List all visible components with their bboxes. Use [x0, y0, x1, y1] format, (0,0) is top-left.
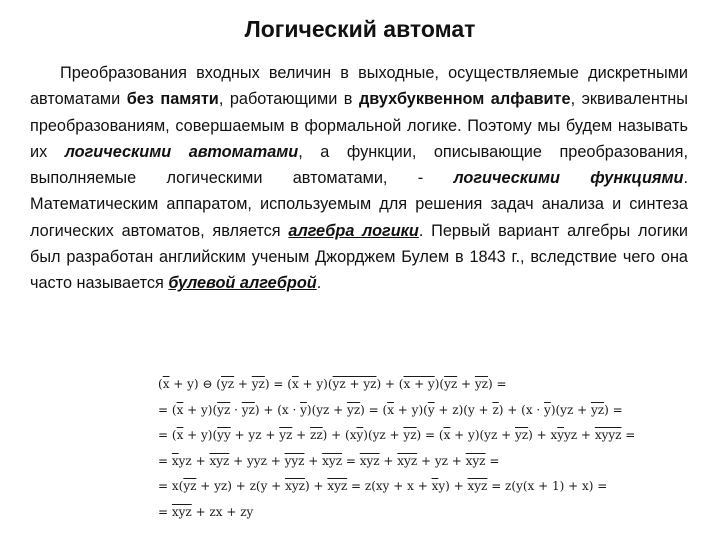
- math-term: =: [158, 504, 172, 519]
- math-term: + yyz +: [229, 453, 285, 468]
- negated-term: $\overline{yz}$: [590, 402, 605, 417]
- para-bold-italic-term: логическими функциями: [453, 169, 684, 188]
- negated-term: $\overline{xyz}$: [465, 453, 486, 468]
- math-line: [158, 449, 618, 475]
- math-term: ) = (: [416, 428, 444, 442]
- math-term: + z)(y +: [434, 402, 493, 417]
- negated-term: $\overline{yz}$: [444, 377, 458, 391]
- para-text: Преобразования входных величин в выходные, осуществляемые дискретными автоматами: [30, 64, 688, 109]
- math-term: ) + x: [528, 428, 558, 442]
- negated-term: $\overline{xyz}$: [359, 453, 380, 468]
- math-term: +: [234, 377, 252, 391]
- negated-term: $\overline{yz}$: [217, 402, 231, 417]
- para-text: , работающими в: [218, 90, 359, 109]
- math-term: + y)(: [183, 402, 218, 417]
- math-term: ·: [230, 402, 242, 417]
- negated-term: $\overline{x}$: [162, 377, 170, 391]
- math-term: = z(y(x + 1) + x) =: [487, 479, 608, 493]
- negated-term: $\overline{yz}$: [241, 402, 255, 417]
- negated-term: $\overline{xyz}$: [467, 479, 488, 493]
- page-title: Логический автомат: [244, 16, 476, 42]
- negated-term: $\overline{yz}$: [474, 377, 488, 391]
- para-bold-italic-term: булевой алгеброй: [168, 274, 317, 293]
- math-term: ) + (x ·: [254, 402, 301, 417]
- para-bold-term: без памяти: [126, 90, 219, 109]
- negated-term: $\overline{yz}$: [279, 428, 293, 442]
- math-line: [158, 500, 618, 526]
- math-term: ) = (: [360, 402, 388, 417]
- negated-term: $\overline{yz}$: [514, 428, 529, 442]
- math-term: + zx + zy: [191, 504, 254, 519]
- para-bold-italic-term: логическими автоматами: [64, 142, 299, 161]
- math-term: + y)(: [298, 377, 333, 391]
- negated-term: $\overline{x}$: [171, 453, 179, 468]
- negated-term: $\overline{yz}$: [220, 377, 235, 391]
- math-term: )(: [434, 377, 445, 391]
- math-term: = x(: [158, 479, 184, 493]
- negated-term: $\overline{z}$: [492, 402, 499, 417]
- math-term: +: [304, 453, 323, 468]
- negated-term: $\overline{x}$: [176, 402, 184, 417]
- negated-term: $\overline{yz}$: [403, 428, 417, 442]
- math-term: = z(xy + x +: [347, 479, 432, 493]
- negated-term: $\overline{yz}$: [251, 377, 265, 391]
- math-term: yz +: [564, 428, 595, 442]
- math-term: ) = (: [264, 377, 292, 391]
- negated-term: $\overline{xyz}$: [322, 453, 343, 468]
- negated-term: $\overline{xyz}$: [209, 453, 230, 468]
- math-term: )(yz +: [550, 402, 591, 417]
- math-term: ) + (x: [322, 428, 357, 442]
- math-term: +: [292, 428, 310, 442]
- negated-term: $\overline{y}$: [300, 402, 307, 417]
- negated-term: $\overline{xyz}$: [397, 453, 418, 468]
- negated-term: $\overline{x}$: [176, 428, 184, 442]
- math-term: + y)(: [183, 428, 218, 442]
- math-term: ) +: [304, 479, 328, 493]
- math-term: + y)(yz +: [450, 428, 515, 442]
- body-paragraph: [30, 60, 688, 297]
- math-term: = (: [158, 428, 177, 442]
- math-term: + yz +: [417, 453, 466, 468]
- math-term: =: [342, 453, 360, 468]
- math-line: [158, 423, 636, 449]
- para-text: . Первый вариант алгебры логики был разработан английским ученым Джорджем Булем в 1843 г., вследствие чего она часто называется: [30, 221, 688, 293]
- negated-term: $\overline{xyz}$: [327, 479, 348, 493]
- math-term: = (: [158, 402, 177, 417]
- para-text: , а функции, описывающие преобразования, выполняемые логическими автоматами, -: [30, 142, 688, 188]
- math-term: +: [379, 453, 398, 468]
- math-term: + yz +: [230, 428, 280, 442]
- math-line: [158, 398, 623, 424]
- negated-term: $\overline{x}$: [291, 377, 299, 391]
- negated-term: $\overline{x}$: [443, 428, 451, 442]
- negated-term: $\overline{yz}$: [347, 402, 361, 417]
- negated-term: $\overline{x}$: [431, 479, 439, 493]
- negated-term: $\overline{yy}$: [217, 428, 231, 442]
- negated-term: yz + yz: [332, 377, 377, 391]
- para-text: . Математическим аппаратом, используемым для решения задач анализа и синтеза логических автоматов, является: [30, 169, 688, 240]
- math-term: =: [158, 453, 172, 468]
- negated-term: x + y: [403, 377, 435, 391]
- math-line: [158, 372, 618, 398]
- negated-term: $\overline{zz}$: [310, 428, 323, 442]
- para-bold-italic-term: алгебра логики: [288, 221, 419, 240]
- math-term: =: [485, 453, 500, 468]
- math-term: + yz) + z(y +: [196, 479, 286, 493]
- negated-term: $\overline{y}$: [427, 402, 435, 417]
- negated-term: xyyz: [594, 428, 622, 442]
- math-term: )(yz +: [306, 402, 348, 417]
- math-term: + y) ⊖ (: [169, 377, 221, 391]
- math-term: )(yz +: [363, 428, 404, 442]
- para-bold-term: двухбуквенном алфавите: [358, 90, 571, 109]
- negated-term: $\overline{xyz}$: [171, 504, 192, 519]
- math-term: + y)(: [393, 402, 428, 417]
- negated-term: $\overline{y}$: [356, 428, 364, 442]
- negated-term: $\overline{yyz}$: [284, 453, 305, 468]
- para-text: .: [316, 274, 322, 293]
- negated-term: $\overline{x}$: [387, 402, 394, 417]
- math-term: ) + (x ·: [498, 402, 545, 417]
- para-text: , эквивалентны преобразованиям, совершаемым в формальной логике. Поэтому мы будем называть их: [30, 90, 688, 161]
- math-term: ) =: [488, 377, 507, 391]
- math-term: (: [158, 377, 163, 391]
- negated-term: $\overline{yz}$: [183, 479, 197, 493]
- negated-term: $\overline{xyz}$: [285, 479, 305, 493]
- math-term: ) =: [604, 402, 623, 417]
- math-line: [158, 474, 618, 500]
- math-term: +: [457, 377, 475, 391]
- math-term: yz +: [178, 453, 210, 468]
- math-term: ) + (: [376, 377, 404, 391]
- boolean-derivation: [158, 372, 636, 525]
- negated-term: $\overline{y}$: [557, 428, 565, 442]
- math-term: y) +: [438, 479, 468, 493]
- negated-term: $\overline{y}$: [544, 402, 551, 417]
- math-term: =: [621, 428, 636, 442]
